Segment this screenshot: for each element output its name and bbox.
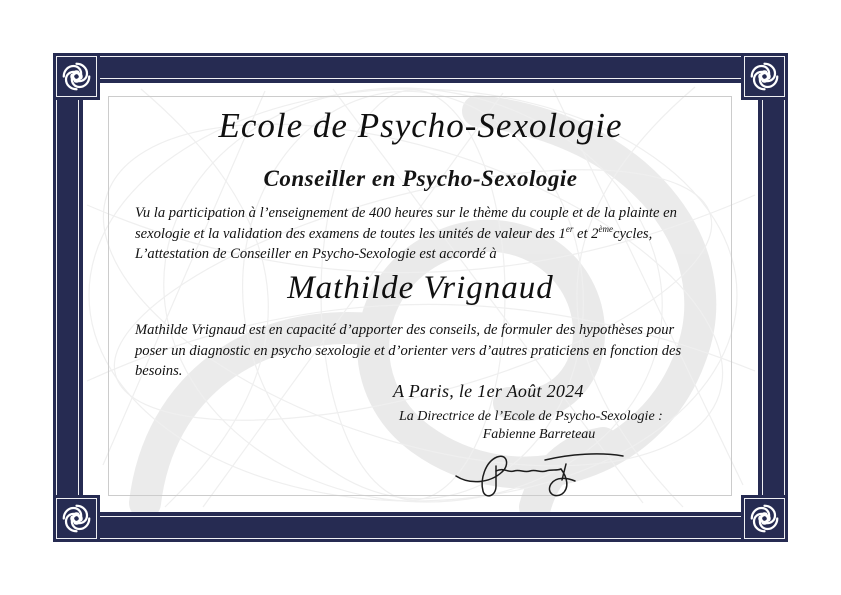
- handwritten-signature-icon: [450, 438, 635, 500]
- school-name-title: Ecole de Psycho-Sexologie: [218, 106, 623, 145]
- description-paragraph: [135, 320, 725, 382]
- intro-line-3: L’attestation de Conseiller en Psycho-Sexologie est accordé à: [135, 246, 497, 263]
- signatory-name: Fabienne Barreteau: [482, 427, 596, 442]
- signatory-title: La Directrice de l’Ecole de Psycho-Sexologie :: [399, 409, 663, 424]
- intro-line-2b: et 2: [573, 225, 599, 242]
- date-line: A Paris, le 1er Août 2024: [393, 381, 584, 401]
- description-line-1: Mathilde Vrignaud est en capacité d’apporter des conseils, de formuler des hypothèses pour: [135, 322, 675, 338]
- ordinal-superscript: ème: [598, 223, 613, 234]
- recipient-name: Mathilde Vrignaud: [287, 270, 554, 306]
- intro-paragraph: [135, 203, 725, 265]
- description-line-2: poser un diagnostic en psycho sexologie et d’orienter vers d’autres praticiens en fonction des: [135, 342, 682, 359]
- description-line-3: besoins.: [135, 363, 183, 380]
- diploma-title: Conseiller en Psycho-Sexologie: [263, 166, 578, 191]
- intro-line-1: Vu la participation à l’enseignement de 400 heures sur le thème du couple et de la plainte en: [135, 205, 677, 221]
- signature-image: [450, 438, 635, 500]
- intro-line-2c: cycles,: [612, 225, 653, 242]
- ordinal-superscript: er: [565, 223, 574, 234]
- intro-line-2a: sexologie et la validation des examens de toutes les unités de valeur des 1: [135, 225, 566, 242]
